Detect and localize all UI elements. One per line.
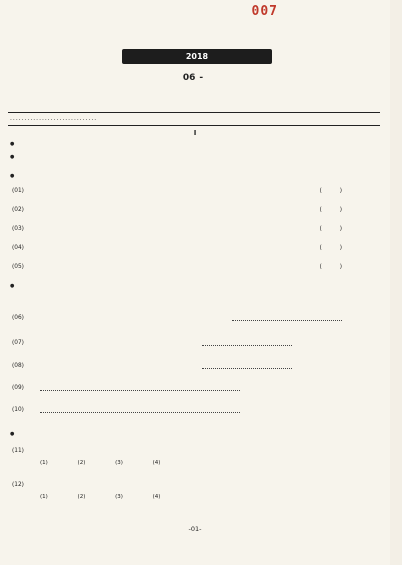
question-row [12, 224, 382, 235]
answer-options [40, 459, 370, 468]
question-number: (07) [12, 340, 24, 346]
question-row [12, 405, 382, 416]
question-row [12, 243, 382, 254]
candidate-fields: .............................. [10, 115, 98, 122]
question-row [12, 338, 382, 349]
question-number: (12) [12, 482, 24, 488]
option[interactable]: (4) [152, 460, 161, 466]
question-row [12, 205, 382, 216]
part-heading: I [193, 129, 197, 137]
school-stamp [8, 4, 80, 34]
question-number: (08) [12, 363, 24, 369]
option[interactable]: (1) [40, 460, 48, 466]
candidate-info-bar [8, 112, 380, 126]
answer-bracket[interactable]: ( ) [319, 207, 350, 213]
question-number: (02) [12, 207, 24, 213]
question-row [12, 262, 382, 273]
grade-heading: 06 - [182, 73, 204, 83]
answer-bracket[interactable]: ( ) [319, 245, 350, 251]
answer-bracket[interactable]: ( ) [319, 188, 350, 194]
exam-title-banner [122, 49, 272, 64]
option[interactable]: (2) [77, 460, 86, 466]
answer-blank[interactable] [232, 320, 342, 321]
option[interactable]: (2) [77, 494, 86, 500]
answer-bracket[interactable]: ( ) [319, 226, 350, 232]
question-number: (10) [12, 407, 24, 413]
answer-blank[interactable] [202, 345, 292, 346]
question-row [12, 480, 382, 491]
footer-page-number: -01- [188, 525, 202, 533]
question-number: (05) [12, 264, 24, 270]
answer-blank[interactable] [40, 412, 240, 413]
question-row [12, 313, 382, 324]
question-number: (11) [12, 448, 24, 454]
question-row [12, 361, 382, 372]
answer-options [40, 493, 370, 502]
question-row [12, 446, 382, 457]
question-number: (01) [12, 188, 24, 194]
answer-bracket[interactable]: ( ) [319, 264, 350, 270]
option[interactable]: (3) [115, 460, 123, 466]
question-number: (03) [12, 226, 24, 232]
option[interactable]: (3) [115, 494, 123, 500]
stamp-line [8, 28, 80, 34]
answer-blank[interactable] [202, 368, 292, 369]
question-number: (09) [12, 385, 24, 391]
question-row [12, 383, 382, 394]
question-number: (04) [12, 245, 24, 251]
answer-blank[interactable] [40, 390, 240, 391]
grade-number: 06 [182, 73, 196, 83]
page-number-stamp: 007 [251, 4, 278, 19]
question-row [12, 186, 382, 197]
question-number: (06) [12, 315, 24, 321]
exam-year: 2018 [185, 52, 209, 61]
option[interactable]: (4) [152, 494, 161, 500]
option[interactable]: (1) [40, 494, 48, 500]
